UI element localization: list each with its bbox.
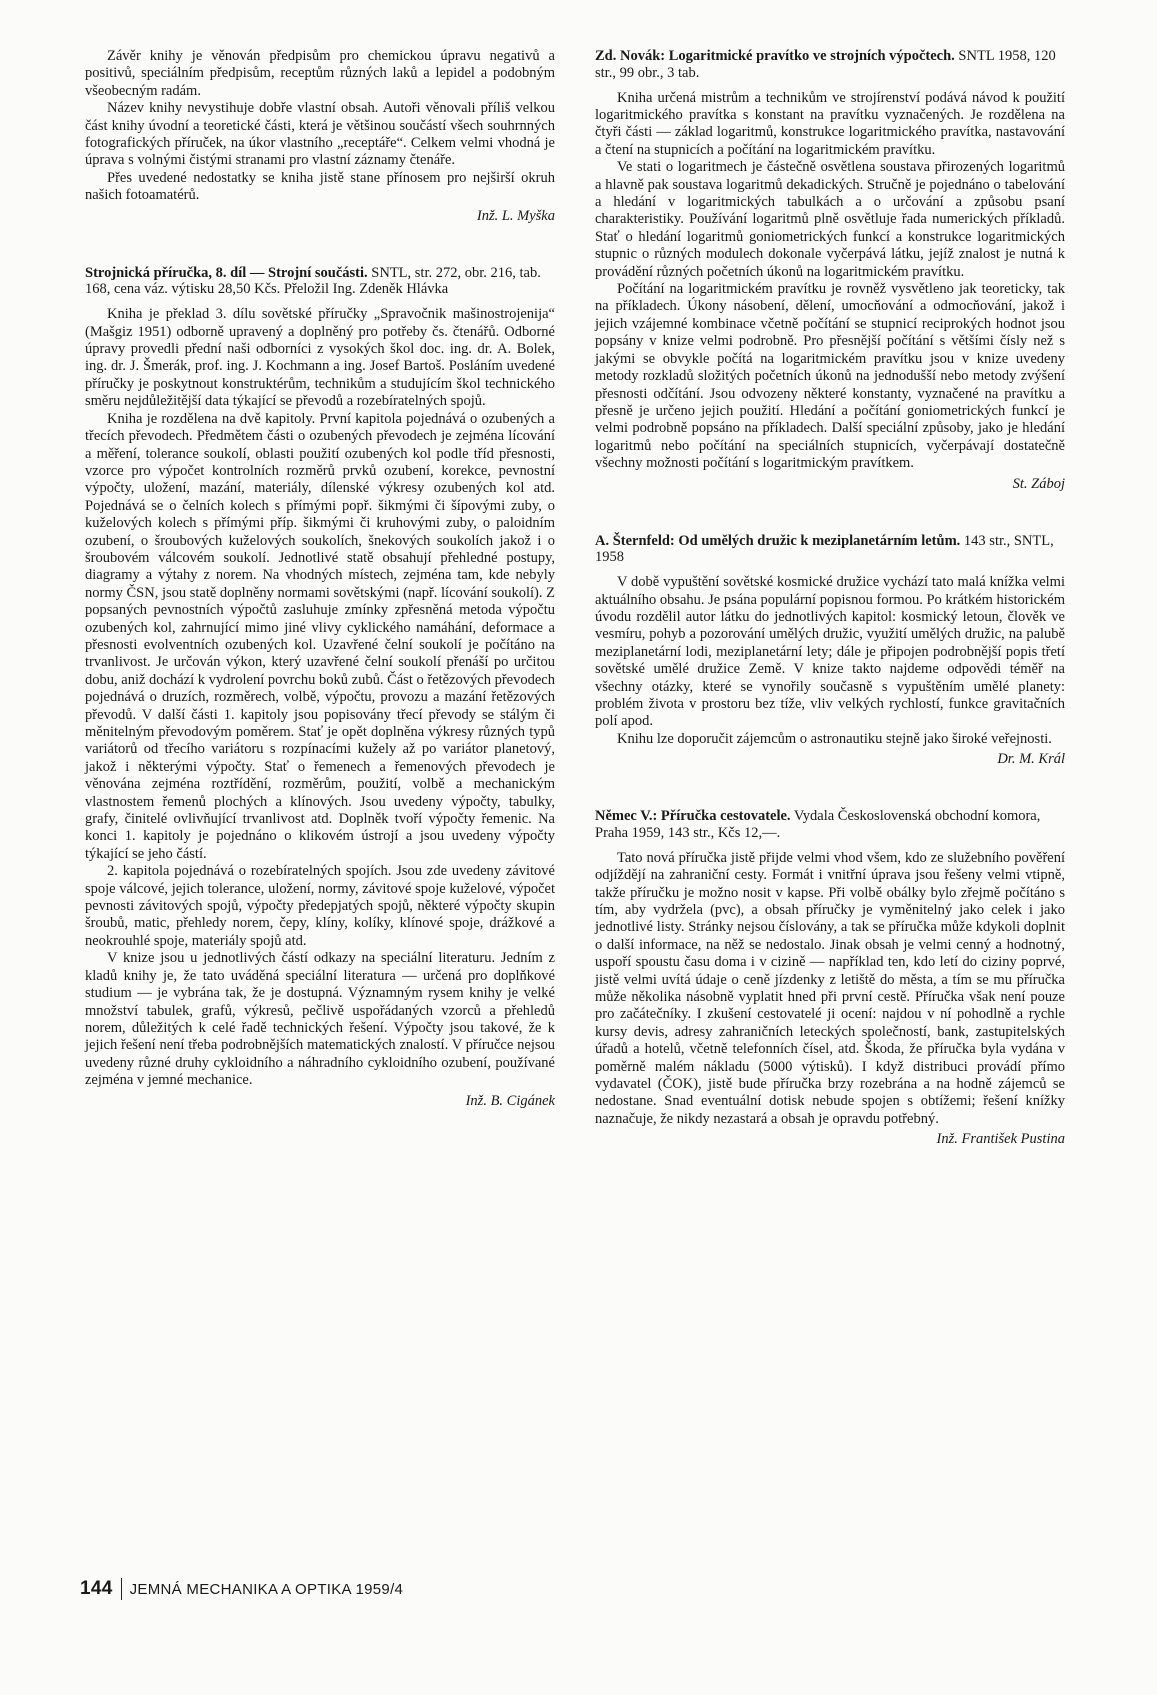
paragraph: Tato nová příručka jistě přijde velmi vhod všem, kdo ze služebního pověření odjíždějí na zahraniční cesty. Formát i vnitřní úprava jsou řešeny velmi vtipně, takže příručku je možno nosit v kapse. Při volbě obálky bylo zřejmě počítáno s tím, aby vydržela (pvc), a obsah příručky je vyměnitelný jako celek i jako jednotlivé listy. Stránky nejsou číslovány, a tak se příručka může kdykoli doplnit o další informace, na něž se nedostalo. Jinak obsah je velmi cenný a hodnotný, uspoří spoustu času doma i v cizině — například ten, kdo letí do ciziny poprvé, jistě velmi uvítá údaje o ceně jízdenky z letiště do města, a tím se mu příručka může několika násobně vyplatit hned při první cestě. Příručka však není pouze pro začátečníky. I zkušení cestovatelé ji ocení: najdou v ní pohodlně a rychle kursy devis, adresy zahraničních leteckých společností, bank, zastupitelských úřadů a hotelů, včetně telefonních čísel, atd. Škoda, že příručka byla vydána v poměrně malém nákladu (5000 výtisků). I když distribuci provádí přímo vydavatel (ČOK), jistě bude příručka brzy rozebrána a na hodně zájemců se nedostane. Snad eventuální dotisk nebude spojen s obtížemi; řešení knížky naznačuje, že nikdy nezastará a obsah je opravdu potřebný. (595, 849, 1065, 1127)
journal-name: JEMNÁ MECHANIKA A OPTIKA 1959/4 (129, 1580, 404, 1598)
review-title: Zd. Novák: Logaritmické pravítko ve strojních výpočtech. (595, 48, 955, 64)
review-title: Němec V.: Příručka cestovatele. (595, 808, 791, 825)
paragraph: V knize jsou u jednotlivých částí odkazy na speciální literaturu. Jedním z kladů knihy je, že tato uváděná speciální literatura — určená pro doplňkové studium — je vybrána tak, že je dostupná. Významným rysem knihy je velké množství tabulek, grafů, výkresů, pečlivě uspořádaných vzorců a přehledů norem, důležitých k celé řadě technických řešení. Výpočty jsou takové, že k jejich řešení není třeba podrobnějších matematických znalostí. V příručce nejsou uvedeny různé druhy cykloidního a náhradního cykloidního ozubení, používané zejména v jemné mechanice. (85, 950, 555, 1089)
reviewer-signature: Inž. B. Cigánek (465, 1092, 555, 1109)
paragraph: Kniha je rozdělena na dvě kapitoly. První kapitola pojednává o ozubených a třecích převodech. Předmětem části o ozubených převodech je zejména lícování a měření, tolerance soukolí, oblasti použití ozubených kol podle tříd přesnosti, vzorce pro výpočet kontrolních rozměrů prvků ozubení, korekce, pevnostní výpočty, uložení, mazání, materiály, dílenské výkresy ozubených kol atd. Pojednává se o čelních kolech s přímými popř. šikmými či šípovými zuby, o kuželových kolech s přímými příp. šikmými či kruhovými zuby, o paloidním ozubení, o šroubových kuželových soukolích, šnekových soukolích jakož i o šroubovém válcovém soukolí. Jednotlivé statě obsahují přehledné postupy, diagramy a výtahy z norem. Na vhodných místech, zejména tam, kde nebyly normy ČSN, jsou statě doplněny normami sovětskými (např. lícování soukolí). Z popsaných pevnostních výpočtů zasluhuje zmínky zpřesněná metoda výpočtu ozubených kol, zahrnující mimo jiné vlivy cyklického namáhání, deformace a přesnosti evolventních ozubených kol. Uzavřené čelní soukolí je počítáno na trvanlivost. Je určován výkon, který uzavřené čelní soukolí přenáší po určitou dobu, aniž dochází k vydrolení povrchu boků zubů. Část o řetězových převodech pojednává o druzích, rozměrech, volbě, výpočtu, provozu a mazání řetězových převodů. V další části 1. kapitoly jsou popisovány třecí převody se stálým či měnitelným převodovým poměrem. Stať je opět doplněna výkresy různých typů variátorů od třecího variátoru s rozpínacími kužely až po variátor planetový, jakož i některými výpočty. Stať o řemenech a řemenových převodech je věnována zejména roztřídění, rozměrům, použití, volbě a mechanickým vlastnostem řemenů plochých a klínových. Jsou uvedeny výpočty, tabulky, grafy, činitelé ovlivňující trvanlivost atd. Doplněk tvoří výpočty řemenic. Na konci 1. kapitoly je pojednáno o klikovém ústrojí a jsou uvedeny výpočty týkající se jeho částí. (85, 410, 555, 862)
review-heading (595, 808, 1065, 842)
review-umele-druzice (595, 533, 1065, 769)
left-column (85, 48, 555, 1150)
paragraph: Kniha určená mistrům a technikům ve strojírenství podává návod k použití logaritmického pravítka s konstant na pravítku vyznačených. Je rozdělena na čtyři části — základ logaritmů, konstrukce logaritmického pravítka, nastavování a čtení na stupnicích a počítání na logaritmickém pravítku. (595, 89, 1065, 158)
paragraph: Název knihy nevystihuje dobře vlastní obsah. Autoři věnovali příliš velkou část knihy úvodní a teoretické části, která je většinou součástí všech souhrnných fotografických příruček, na úkor vlastního „receptáře“. Celkem velmi vhodná je úprava s volnými čistými stranami pro vlastní záznamy čtenáře. (85, 100, 555, 169)
paragraph: 2. kapitola pojednává o rozebíratelných spojích. Jsou zde uvedeny závitové spoje válcové, jejich tolerance, uložení, normy, závitové spoje kuželové, výpočet pevnosti závitových spojů, výpočty předepjatých spojů, některé výpočty skupin šroubů, matic, přehledy norem, čepy, klíny, kolíky, klínové spoje, drážkové a neokrouhlé spoje, materiály spojů atd. (85, 863, 555, 949)
review-continuation (85, 48, 555, 225)
review-details: SNTL 1958, 120 str., 99 obr., 3 tab. (595, 48, 1056, 81)
review-heading (595, 48, 1065, 82)
page-footer (80, 1578, 403, 1600)
reviewer-signature: Inž. L. Myška (476, 207, 555, 224)
review-prirucka-cestovatele (595, 808, 1065, 1148)
review-strojnicka-prirucka (85, 265, 555, 1110)
paragraph: Závěr knihy je věnován předpisům pro chemickou úpravu negativů a positivů, speciálním předpisům, receptům různých laků a lepidel a podobným všeobecným radám. (85, 48, 555, 99)
review-title: Strojnická příručka, 8. díl — Strojní součásti. (85, 264, 368, 281)
reviewer-signature: St. Záboj (1012, 475, 1065, 492)
review-title: A. Šternfeld: Od umělých družic k meziplanetárním letům. (595, 532, 961, 549)
review-details: Vydala Československá obchodní komora, Praha 1959, 143 str., Kčs 12,—. (595, 808, 1041, 841)
right-column (595, 48, 1065, 1188)
paragraph: Kniha je překlad 3. dílu sovětské příručky „Spravočnik mašinostrojenija“ (Mašgiz 1951) odborně upravený a doplněný pro potřeby čs. čtenářů. Odborné úpravy provedli přední naši odborníci z vysokých škol doc. ing. dr. A. Bolek, ing. dr. J. Šmerák, prof. ing. J. Kochmann a ing. Josef Bartoš. Posláním uvedené příručky je poskytnout konstruktérům, technikům a studujícím škol technického směru nejdůležitější data týkající se převodů a rozebíratelných spojů. (85, 306, 555, 410)
footer-divider (121, 1578, 122, 1600)
paragraph: Počítání na logaritmickém pravítku je rovněž vysvětleno jak teoreticky, tak na příkladech. Úkony násobení, dělení, umocňování a odmocňování, jakož i jejich vzájemné kombinace včetně počítání se stupnicí reciprokých hodnot jsou popsány v knize velmi podrobně. Pro přesnější počítání s většími čísly než s jakými se obvykle počítá na logaritmickém pravítku jsou v knize uvedeny metody rozkladů složitých početních úkonů na jednodušší nebo metody zvýšení přesnosti odčítání. Jsou odvozeny některé konstanty, vyznačené na pravítku a přesně je určeno jejich použití. Hledání a počítání goniometrických funkcí je velmi podrobně popsáno na příkladech. Další speciální způsoby, jako je hledání logaritmů nebo počítání na speciálních stupnicích, vyčerpávají dostatečně všechny možnosti počítání s logaritmickým pravítkem. (595, 281, 1065, 472)
reviewer-signature: Dr. M. Král (997, 751, 1065, 768)
paragraph: V době vypuštění sovětské kosmické družice vychází tato malá knížka velmi aktuálního obsahu. Je psána populární popisnou formou. Po krátkém historickém úvodu rozdělil autor látku do jednotlivých kapitol: kosmický letoun, člověk ve vesmíru, pohyb a pozorování umělých družic, využití umělých družic, na palubě meziplanetární lodi, meziplanetární lety; dále je připojen podrobnější popis třetí sovětské umělé družice Země. V knize takto najdeme odpovědi téměř na všechny otázky, které se vynořily současně s vypuštěním umělé planety: problém života v prostoru bez tíže, vliv velkých rychlostí, funkce gravitačních polí apod. (595, 574, 1065, 730)
review-heading (85, 265, 555, 299)
reviewer-signature: Inž. František Pustina (936, 1131, 1065, 1148)
review-logaritmicke-pravitko (595, 48, 1065, 493)
review-heading (595, 533, 1065, 567)
paragraph: Přes uvedené nedostatky se kniha jistě stane přínosem pro nejširší okruh našich fotoamatérů. (85, 169, 555, 204)
paragraph: Ve stati o logaritmech je částečně osvětlena soustava přirozených logaritmů a hlavně pak soustava logaritmů dekadických. Stručně je pojednáno o tabelování a hledání v logaritmických tabulkách a o určování a způsobu psaní charakteristiky. Používání logaritmů plně osvětluje řada numerických příkladů. Stať o hledání logaritmů goniometrických funkcí a konstrukce logaritmických stupnic o různých modulech dokonale vyčerpává látku, jejíž znalost je nutná k provádění různých početních úkonů na logaritmickém pravítku. (595, 159, 1065, 280)
paragraph: Knihu lze doporučit zájemcům o astronautiku stejně jako široké veřejnosti. (617, 730, 1052, 747)
review-details: 143 str., SNTL, 1958 (595, 532, 1054, 566)
page-number: 144 (80, 1578, 113, 1599)
review-details: SNTL, str. 272, obr. 216, tab. 168, cena váz. výtisku 28,50 Kčs. Přeložil Ing. Zdeněk Hlávka (85, 264, 541, 298)
